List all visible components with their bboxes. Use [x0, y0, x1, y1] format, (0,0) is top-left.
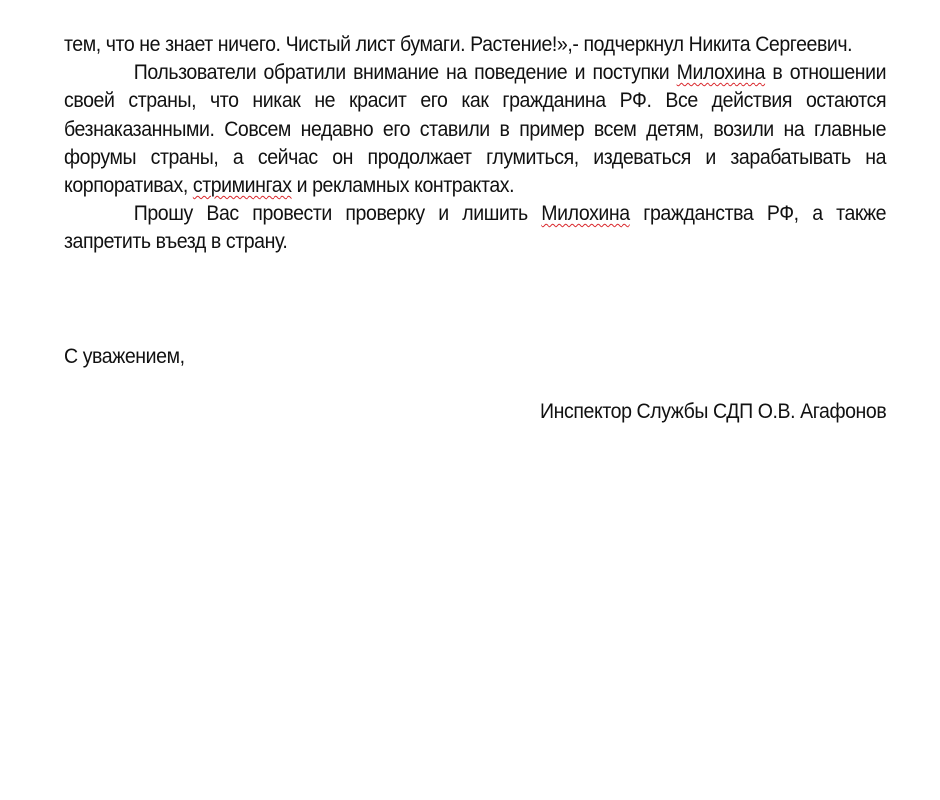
letter-body: [64, 31, 886, 257]
paragraph-text: гражданства РФ, а также запретить въезд в страну.: [64, 202, 887, 254]
misspelled-word: стримингах: [192, 174, 292, 198]
body-paragraph: [64, 59, 886, 200]
paragraph-text: и рекламных контрактах.: [291, 174, 515, 198]
paragraph-text: тем, что не знает ничего. Чистый лист бумаги. Растение!»,- подчеркнул Никита Сергеевич.: [64, 33, 853, 56]
paragraph-text: Пользователи обратили внимание на поведение и поступки: [133, 61, 677, 85]
signature-line: Инспектор Службы СДП О.В. Агафонов: [539, 400, 886, 423]
misspelled-word: Милохина: [541, 202, 630, 226]
paragraph-text: Прошу Вас провести проверку и лишить: [133, 202, 542, 226]
paragraph-text: в отношении своей страны, что никак не красит его как гражданина РФ. Все действия остаются безнаказанными. Совсем недавно его ставили в пример всем детям, возили на главные форумы страны, а сейчас он продолжает глумиться, издеваться и зарабатывать на корпоративах,: [64, 61, 887, 198]
body-paragraph: [64, 200, 886, 256]
closing-line: С уважением,: [64, 345, 185, 368]
body-paragraph: [64, 31, 886, 59]
misspelled-word: Милохина: [676, 61, 766, 85]
